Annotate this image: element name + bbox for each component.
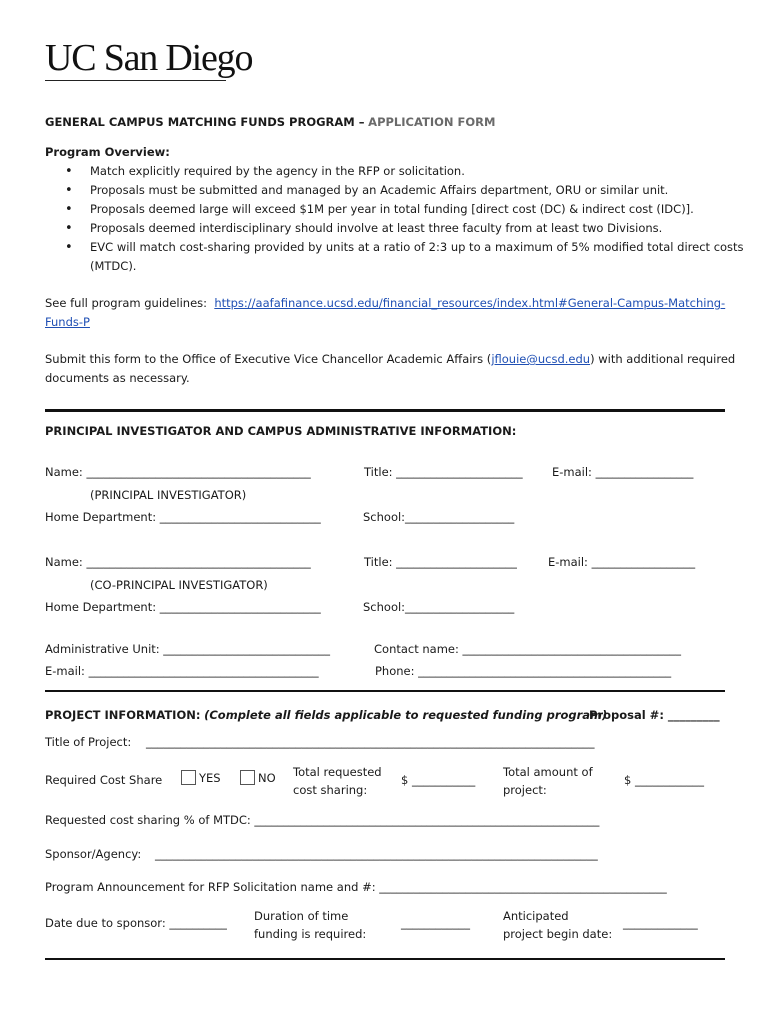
admin-email-field[interactable]: E-mail: ________________________________________ [45, 664, 319, 678]
begin-date-label-line1: Anticipated [503, 909, 569, 923]
cost-share-yes[interactable] [181, 770, 221, 785]
total-amount-label-line1: Total amount of [503, 765, 593, 779]
project-heading [45, 708, 607, 722]
total-amount-label [503, 763, 593, 799]
overview-bullet: • Proposals must be submitted and managed by an Academic Affairs department, ORU or similar unit. [90, 181, 770, 200]
guidelines-link-continued[interactable]: Funds-P [45, 315, 90, 329]
co-pi-email-field[interactable]: E-mail: __________________ [548, 555, 696, 569]
yes-label: YES [199, 771, 221, 785]
pi-role-label: (PRINCIPAL INVESTIGATOR) [90, 488, 247, 502]
pi-section-heading: PRINCIPAL INVESTIGATOR AND CAMPUS ADMINISTRATIVE INFORMATION: [45, 424, 517, 438]
duration-label [254, 907, 366, 943]
overview-heading: Program Overview: [45, 145, 170, 159]
section-divider [45, 958, 725, 960]
overview-bullet: • Match explicitly required by the agency in the RFP or solicitation. [90, 162, 770, 181]
total-requested-label [293, 763, 382, 799]
submit-email-link[interactable]: jflouie@ucsd.edu [491, 352, 591, 366]
submit-text-after: ) with additional required [590, 352, 736, 366]
administrative-unit-field[interactable]: Administrative Unit: _____________________________ [45, 642, 331, 656]
overview-bullet: • Proposals deemed interdisciplinary should involve at least three faculty from at least two Divisions. [90, 219, 770, 238]
total-amount-label-line2: project: [503, 783, 547, 797]
phone-field[interactable]: Phone: ____________________________________________ [375, 664, 672, 678]
announcement-field[interactable]: Program Announcement for RFP Solicitation name and #: __________________________________________________ [45, 880, 667, 894]
pi-department-field[interactable]: Home Department: ____________________________ [45, 510, 321, 524]
cost-share-no[interactable] [240, 770, 276, 785]
project-title-label: Title of Project: [45, 735, 132, 749]
pi-title-field[interactable]: Title: ______________________ [364, 465, 523, 479]
co-pi-name-field[interactable]: Name: _______________________________________ [45, 555, 311, 569]
co-pi-department-field[interactable]: Home Department: ____________________________ [45, 600, 321, 614]
co-pi-title-field[interactable]: Title: _____________________ [364, 555, 517, 569]
no-checkbox[interactable] [240, 770, 255, 785]
contact-name-field[interactable]: Contact name: ______________________________________ [374, 642, 682, 656]
form-title [45, 115, 495, 129]
section-divider [45, 409, 725, 412]
guidelines-label: See full program guidelines: [45, 296, 208, 310]
overview-list [45, 162, 770, 276]
form-title-main: GENERAL CAMPUS MATCHING FUNDS PROGRAM – [45, 115, 365, 129]
uc-san-diego-logo: UC San Diego [45, 37, 253, 79]
cost-share-label: Required Cost Share [45, 773, 163, 787]
submit-instructions-line2: documents as necessary. [45, 371, 190, 385]
co-pi-school-field[interactable]: School:___________________ [363, 600, 515, 614]
project-title-field[interactable]: ______________________________________________________________________________ [146, 735, 595, 749]
section-divider [45, 690, 725, 692]
begin-date-label [503, 907, 612, 943]
total-requested-label-line1: Total requested [293, 765, 382, 779]
pi-school-field[interactable]: School:___________________ [363, 510, 515, 524]
project-heading-note: (Complete all fields applicable to requested funding program) [204, 708, 608, 722]
co-pi-role-label: (CO-PRINCIPAL INVESTIGATOR) [90, 578, 268, 592]
due-date-field[interactable]: Date due to sponsor: __________ [45, 916, 227, 930]
sponsor-field[interactable]: _____________________________________________________________________________ [155, 847, 598, 861]
duration-label-line2: funding is required: [254, 927, 367, 941]
total-amount-field[interactable]: $ ____________ [624, 773, 704, 787]
yes-checkbox[interactable] [181, 770, 196, 785]
duration-label-line1: Duration of time [254, 909, 349, 923]
overview-bullet: • Proposals deemed large will exceed $1M per year in total funding [direct cost (DC) & indirect cost (IDC)]. [90, 200, 770, 219]
mtdc-percent-field[interactable]: Requested cost sharing % of MTDC: ____________________________________________________________ [45, 813, 600, 827]
submit-text: Submit this form to the Office of Executive Vice Chancellor Academic Affairs ( [45, 352, 492, 366]
submit-instructions [45, 352, 735, 366]
logo-underline [45, 80, 226, 81]
pi-email-field[interactable]: E-mail: _________________ [552, 465, 694, 479]
overview-bullet: • EVC will match cost-sharing provided by units at a ratio of 2:3 up to a maximum of 5% modified total direct costs (MTDC). [90, 238, 770, 276]
form-title-sub: APPLICATION FORM [368, 115, 496, 129]
guidelines-line [45, 296, 725, 310]
begin-date-label-line2: project begin date: [503, 927, 613, 941]
total-requested-label-line2: cost sharing: [293, 783, 368, 797]
duration-field[interactable]: ____________ [401, 916, 470, 930]
sponsor-label: Sponsor/Agency: [45, 847, 142, 861]
proposal-number-field[interactable]: Proposal #: _________ [589, 708, 720, 722]
guidelines-link[interactable]: https://aafafinance.ucsd.edu/financial_resources/index.html#General-Campus-Matching- [214, 296, 726, 310]
project-heading-label: PROJECT INFORMATION: [45, 708, 201, 722]
no-label: NO [258, 771, 276, 785]
pi-name-field[interactable]: Name: _______________________________________ [45, 465, 311, 479]
begin-date-field[interactable]: _____________ [623, 916, 698, 930]
total-requested-field[interactable]: $ ___________ [401, 773, 476, 787]
